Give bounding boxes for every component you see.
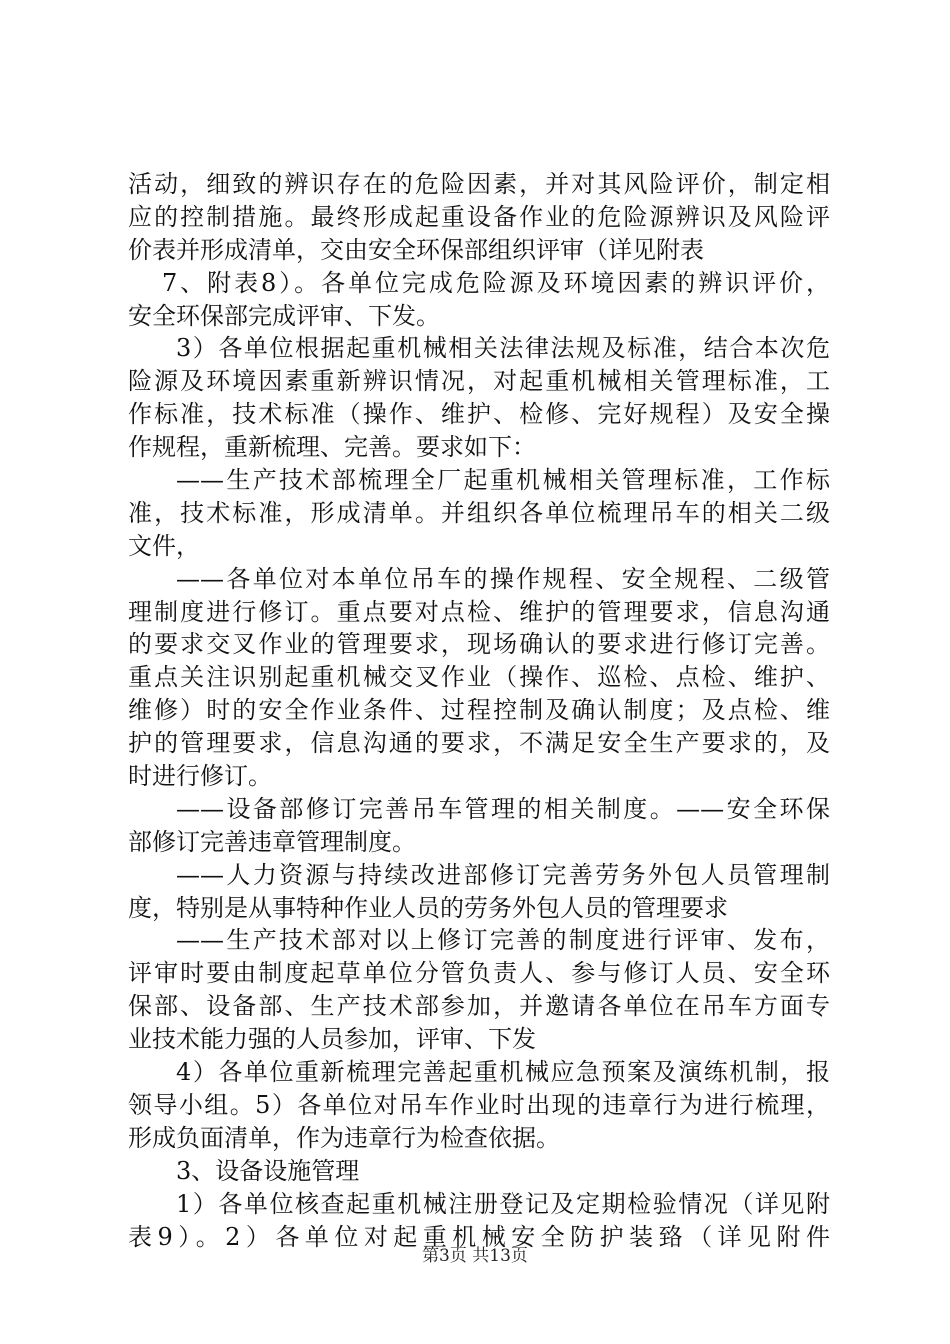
text-line: 度，特别是从事特种作业人员的劳务外包人员的管理要求 (128, 893, 728, 922)
document-body (128, 168, 830, 1251)
text-line: 价表并形成清单，交由安全环保部组织评审（详见附表 (128, 235, 704, 264)
page-number-footer: 第3页 共13页 (422, 1246, 528, 1266)
text-line: 活动，细致的辨识存在的危险因素，并对其风险评价，制定相 (128, 170, 830, 198)
text-line: 理制度进行修订。重点要对点检、维护的管理要求，信息沟通 (128, 597, 830, 626)
text-line: 准，技术标准，形成清单。并组织各单位梳理吊车的相关二级 (128, 498, 830, 527)
text-line: ——生产技术部对以上修订完善的制度进行评审、发布， (176, 926, 830, 955)
text-line: 表9）。2）各单位对起重机械安全防护装臵（详见附件 (128, 1222, 830, 1251)
text-line: 7、附表8）。各单位完成危险源及环境因素的辨识评价， (162, 268, 830, 297)
text-line: 作规程，重新梳理、完善。要求如下： (128, 433, 536, 462)
text-line: 业技术能力强的人员参加，评审、下发 (128, 1025, 536, 1054)
text-line: 的要求交叉作业的管理要求，现场确认的要求进行修订完善。 (128, 630, 830, 659)
section-heading: 3、设备设施管理 (176, 1156, 360, 1185)
text-line: 文件， (128, 531, 200, 560)
text-line: ——生产技术部梳理全厂起重机械相关管理标准，工作标 (176, 466, 830, 495)
text-line: ——各单位对本单位吊车的操作规程、安全规程、二级管 (176, 564, 830, 593)
text-line: 部修订完善违章管理制度。 (128, 827, 416, 856)
text-line: 领导小组。5）各单位对吊车作业时出现的违章行为进行梳理， (128, 1090, 830, 1119)
text-line: 保部、设备部、生产技术部参加，并邀请各单位在吊车方面专 (128, 992, 830, 1021)
text-line: 形成负面清单，作为违章行为检查依据。 (128, 1123, 560, 1152)
text-line: 3）各单位根据起重机械相关法律法规及标准，结合本次危 (176, 334, 830, 363)
text-line: 评审时要由制度起草单位分管负责人、参与修订人员、安全环 (128, 959, 830, 988)
text-line: 时进行修订。 (128, 762, 272, 791)
text-line: ——设备部修订完善吊车管理的相关制度。——安全环保 (176, 794, 830, 823)
text-line: 应的控制措施。最终形成起重设备作业的危险源辨识及风险评 (128, 202, 830, 231)
text-line: 1）各单位核查起重机械注册登记及定期检验情况（详见附 (176, 1189, 830, 1218)
text-line: ——人力资源与持续改进部修订完善劳务外包人员管理制 (176, 860, 830, 889)
text-line: 安全环保部完成评审、下发。 (128, 301, 440, 330)
text-line: 重点关注识别起重机械交叉作业（操作、巡检、点检、维护、 (128, 663, 830, 692)
text-line: 险源及环境因素重新辨识情况，对起重机械相关管理标准，工 (128, 367, 830, 396)
text-line: 作标准，技术标准（操作、维护、检修、完好规程）及安全操 (128, 400, 830, 429)
text-line: 4）各单位重新梳理完善起重机械应急预案及演练机制，报 (176, 1058, 830, 1087)
text-line: 维修）时的安全作业条件、过程控制及确认制度；及点检、维 (128, 696, 830, 725)
text-line: 护的管理要求，信息沟通的要求，不满足安全生产要求的，及 (128, 729, 830, 758)
